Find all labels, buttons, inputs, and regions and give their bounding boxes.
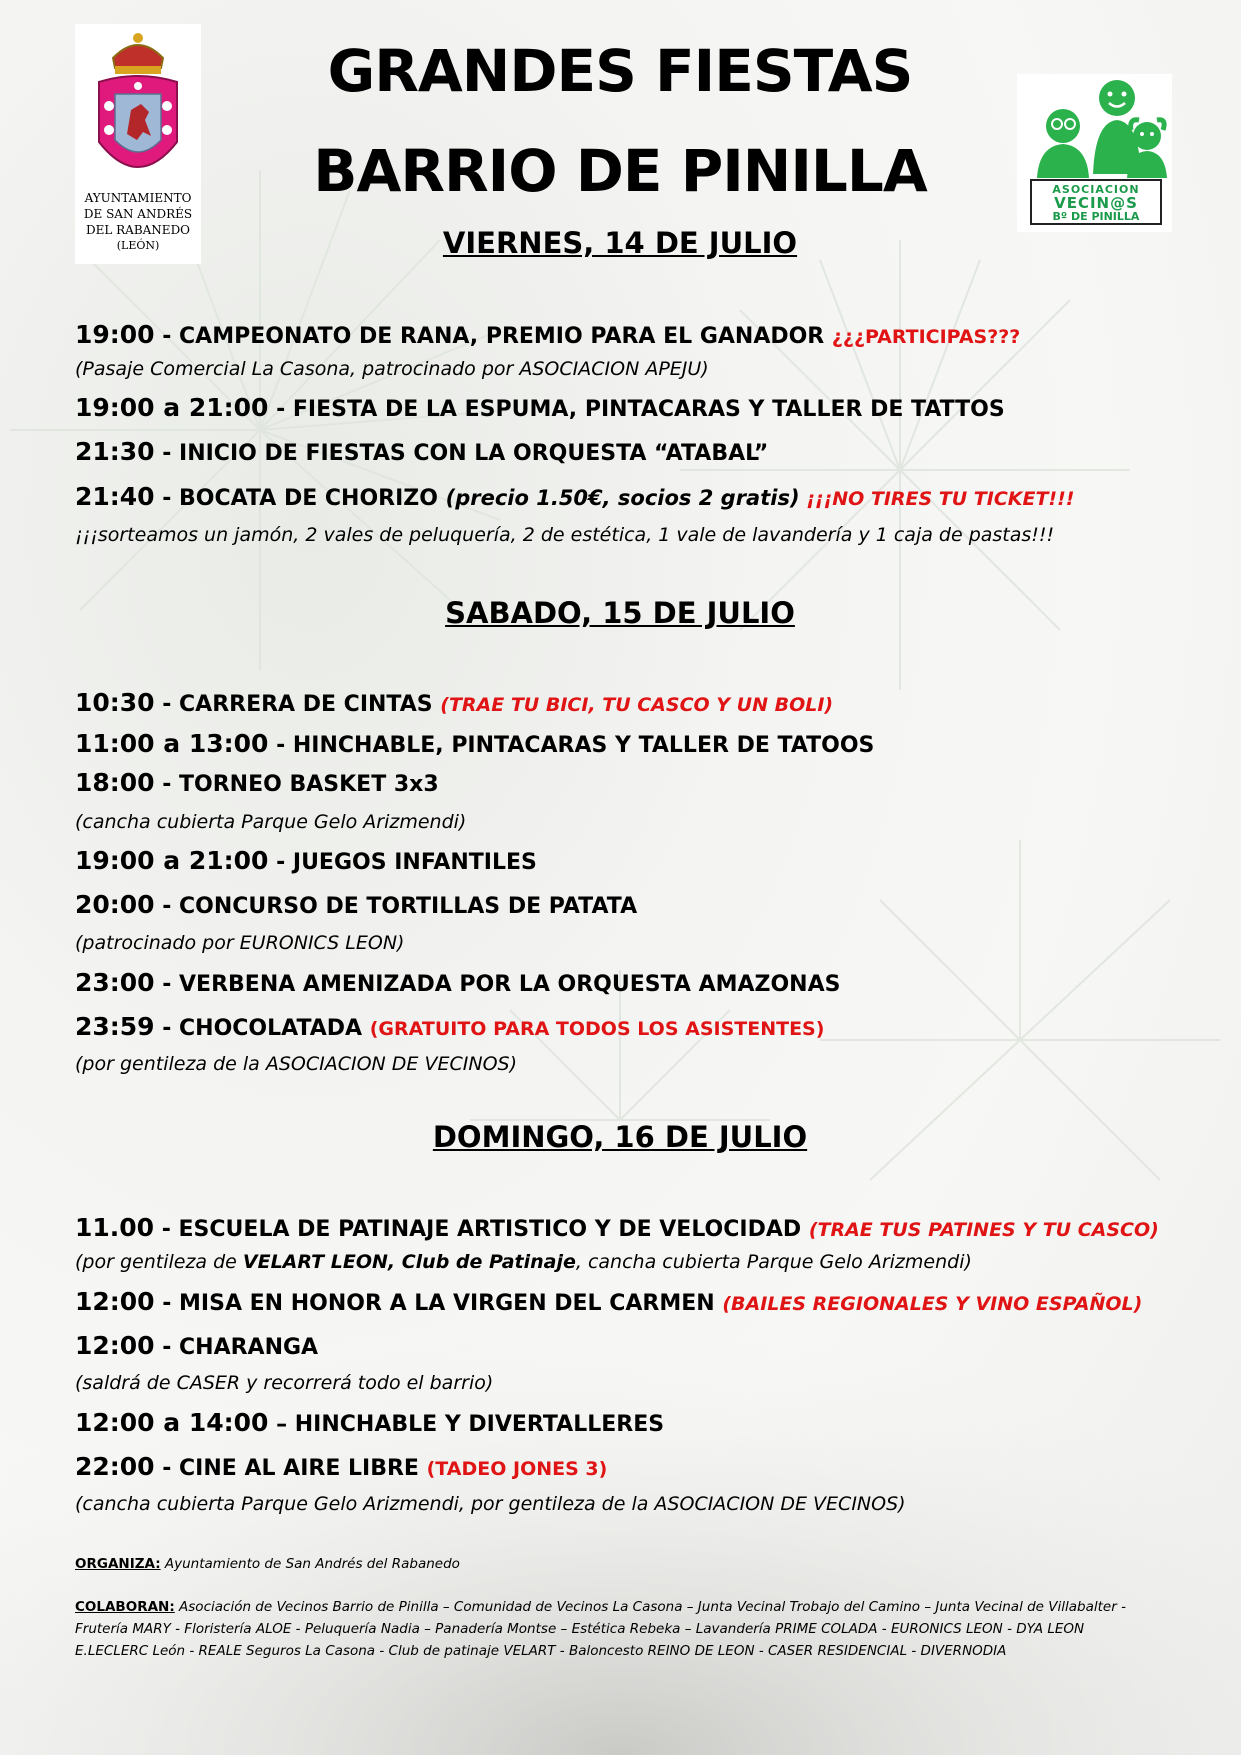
event-text: - CONCURSO DE TORTILLAS DE PATATA (154, 894, 638, 919)
event-note (75, 1250, 972, 1274)
event-highlight: (BAILES REGIONALES Y VINO ESPAÑOL) (722, 1293, 1143, 1315)
event-time: 12:00 (75, 1287, 155, 1316)
event-note-part: , cancha cubierta Parque Gelo Arizmendi) (575, 1251, 972, 1273)
association-name-line: ASOCIACION (1052, 183, 1140, 196)
event-time: 23:59 (75, 1012, 155, 1041)
event-time: 10:30 (75, 688, 155, 717)
page-title-line2: BARRIO DE PINILLA (313, 137, 927, 205)
crest-caption-line: (LEÓN) (116, 239, 160, 252)
event-note: (saldrá de CASER y recorrerá todo el barrio) (75, 1372, 494, 1394)
ayuntamiento-logo (75, 24, 201, 264)
event-highlight: (TADEO JONES 3) (426, 1458, 608, 1480)
event-row (75, 393, 1005, 425)
event-text: - CAMPEONATO DE RANA, PREMIO PARA EL GANADOR (154, 324, 832, 349)
event-text: - INICIO DE FIESTAS CON LA ORQUESTA “ATABAL” (154, 441, 769, 466)
event-row (75, 846, 537, 878)
event-time: 19:00 (75, 320, 155, 349)
page-title-line1: GRANDES FIESTAS (327, 37, 913, 105)
association-name-line: VECIN@S (1054, 194, 1138, 212)
crest-icon (75, 24, 201, 186)
event-note-sponsor: VELART LEON, Club de Patinaje (242, 1251, 576, 1273)
colaboran-line: E.LECLERC León - REALE Seguros La Casona - Club de patinaje VELART - Baloncesto REINO DE LEON - CASER RESIDENCIAL - DIVERNODIA (75, 1643, 1007, 1659)
event-row (75, 729, 874, 761)
event-time: 18:00 (75, 768, 155, 797)
crest-caption-line: DEL RABANEDO (85, 223, 191, 237)
crest-caption-line: DE SAN ANDRÉS (83, 207, 193, 221)
association-logo (1017, 74, 1172, 232)
event-highlight: (TRAE TU BICI, TU CASCO Y UN BOLI) (440, 694, 834, 716)
event-row (75, 1331, 318, 1363)
event-note: ¡¡¡sorteamos un jamón, 2 vales de peluquería, 2 de estética, 1 vale de lavandería y 1 caja de pastas!!! (75, 524, 1055, 546)
colaboran-line (75, 1597, 1126, 1618)
event-highlight: ¡¡¡NO TIRES TU TICKET!!! (799, 488, 1075, 510)
event-note: (cancha cubierta Parque Gelo Arizmendi) (75, 811, 467, 833)
event-time: 12:00 (75, 1331, 155, 1360)
event-row (75, 1452, 607, 1484)
event-row (75, 1287, 1142, 1319)
event-time: 12:00 a 14:00 (75, 1408, 269, 1437)
event-row (75, 320, 1020, 352)
event-text: - CHARANGA (154, 1335, 319, 1360)
event-highlight: (GRATUITO PARA TODOS LOS ASISTENTES) (369, 1018, 825, 1040)
event-note: (por gentileza de la ASOCIACION DE VECINOS) (75, 1053, 517, 1075)
event-text: - JUEGOS INFANTILES (268, 850, 537, 875)
event-note: (Pasaje Comercial La Casona, patrocinado por ASOCIACION APEJU) (75, 358, 709, 380)
event-highlight: (TRAE TUS PATINES Y TU CASCO) (808, 1219, 1159, 1241)
event-time: 11:00 a 13:00 (75, 729, 269, 758)
event-text: - CINE AL AIRE LIBRE (154, 1456, 427, 1481)
organiza-label: ORGANIZA: (75, 1556, 161, 1572)
event-row (75, 482, 1074, 514)
event-text: - MISA EN HONOR A LA VIRGEN DEL CARMEN (154, 1291, 723, 1316)
colaboran-text: Asociación de Vecinos Barrio de Pinilla – Comunidad de Vecinos La Casona – Junta Vecinal Trobajo del Camino – Junta Vecinal de Villabalter - (174, 1599, 1126, 1615)
event-time: 21:40 (75, 482, 155, 511)
day-heading-sabado: SABADO, 15 DE JULIO (445, 596, 795, 630)
event-row (75, 437, 768, 469)
event-row (75, 1408, 664, 1440)
association-name-line: Bº DE PINILLA (1052, 210, 1140, 223)
event-time: 23:00 (75, 968, 155, 997)
event-row (75, 968, 840, 1000)
crest-caption-line: AYUNTAMIENTO (84, 191, 192, 205)
colaboran-label: COLABORAN: (75, 1599, 175, 1615)
day-heading-viernes: VIERNES, 14 DE JULIO (442, 226, 798, 260)
event-text: - BOCATA DE CHORIZO (154, 486, 446, 511)
event-time: 11.00 (75, 1213, 155, 1242)
event-row (75, 1012, 824, 1044)
colaboran-line: Frutería MARY - Floristería ALOE - Peluquería Nadia – Panadería Montse – Estética Rebeka – Lavandería PRIME COLADA - EURONICS LEON - DYA LEON (75, 1621, 1085, 1637)
event-text: - FIESTA DE LA ESPUMA, PINTACARAS Y TALLER DE TATTOS (268, 397, 1005, 422)
event-row (75, 688, 833, 720)
event-price: (precio 1.50€, socios 2 gratis) (445, 486, 800, 510)
event-time: 19:00 a 21:00 (75, 393, 269, 422)
event-time: 21:30 (75, 437, 155, 466)
event-note: (patrocinado por EURONICS LEON) (75, 932, 405, 954)
event-time: 22:00 (75, 1452, 155, 1481)
event-note: (cancha cubierta Parque Gelo Arizmendi, por gentileza de la ASOCIACION DE VECINOS) (75, 1493, 906, 1515)
event-text: - VERBENA AMENIZADA POR LA ORQUESTA AMAZONAS (154, 972, 841, 997)
event-text: - TORNEO BASKET 3x3 (154, 772, 439, 797)
event-text: - ESCUELA DE PATINAJE ARTISTICO Y DE VELOCIDAD (154, 1217, 809, 1242)
association-name-box (1030, 179, 1162, 225)
organiza-line (75, 1554, 460, 1575)
event-highlight: ¿¿¿PARTICIPAS??? (831, 326, 1021, 348)
people-icon (1017, 74, 1172, 178)
day-heading-domingo: DOMINGO, 16 DE JULIO (432, 1120, 808, 1154)
event-text: - CHOCOLATADA (154, 1016, 370, 1041)
event-row (75, 1213, 1159, 1245)
event-time: 19:00 a 21:00 (75, 846, 269, 875)
organiza-text: Ayuntamiento de San Andrés del Rabanedo (160, 1556, 460, 1572)
event-row (75, 890, 637, 922)
event-note-part: (por gentileza de (75, 1251, 243, 1273)
event-text: – HINCHABLE Y DIVERTALLERES (268, 1412, 665, 1437)
event-time: 20:00 (75, 890, 155, 919)
event-row (75, 768, 439, 800)
crest-caption (75, 190, 201, 254)
event-text: - HINCHABLE, PINTACARAS Y TALLER DE TATOOS (268, 733, 875, 758)
event-text: - CARRERA DE CINTAS (154, 692, 441, 717)
